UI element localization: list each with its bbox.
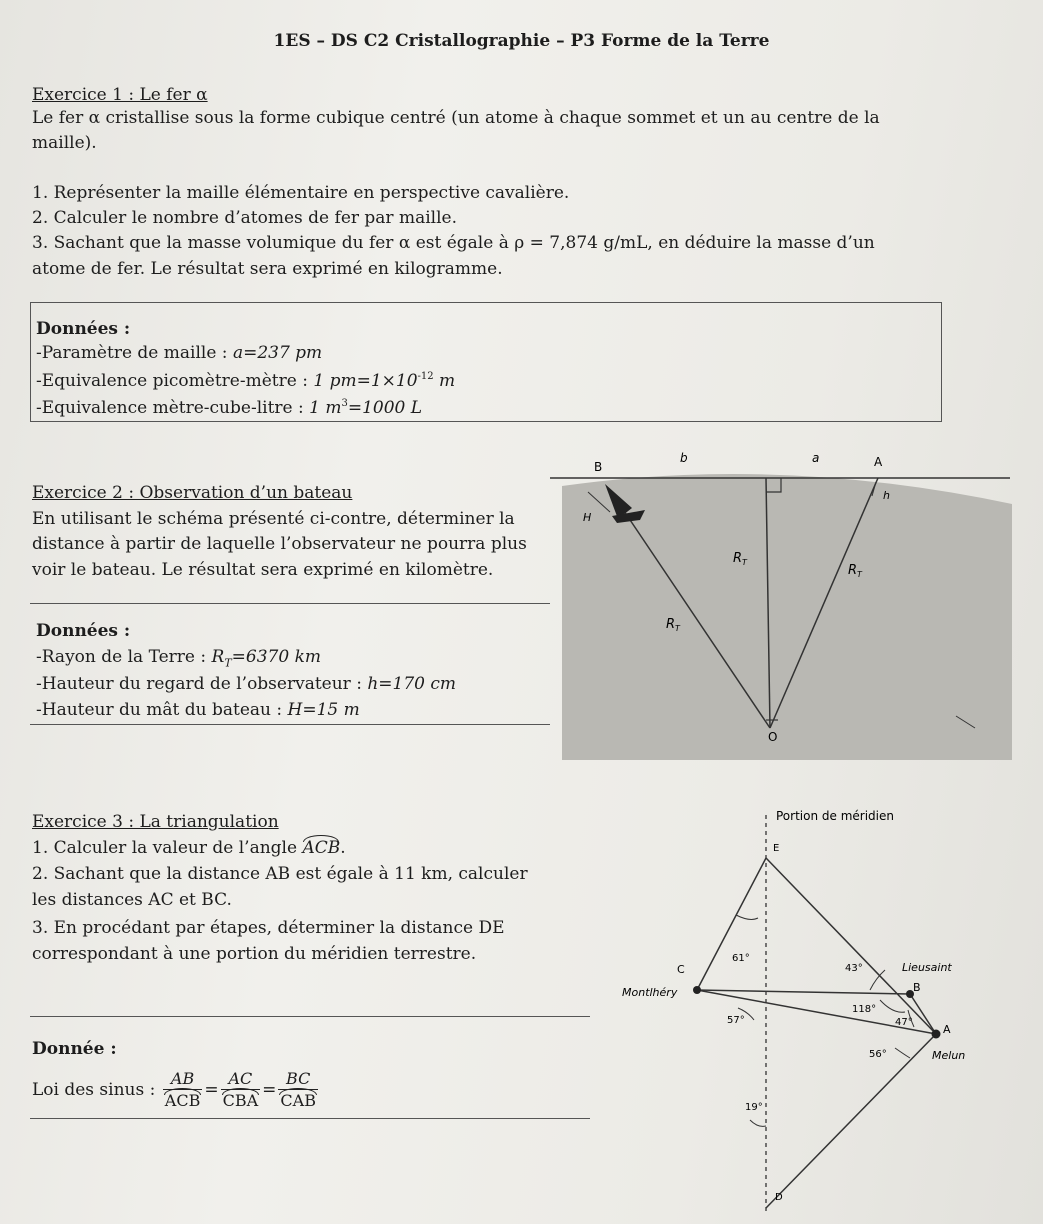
angle-47: 47° [895,1017,913,1028]
ex2-data-radius-value: =6370 km [231,647,322,667]
label-montlhery: Montlhéry [622,986,678,999]
arc-19 [750,1120,766,1126]
ex1-question-1: 1. Représenter la maille élémentaire en perspective cavalière. [32,183,570,203]
ex1-data-lattice-label: -Paramètre de maille : [36,343,233,363]
ex3-question-1 [32,837,346,859]
ex2-data-mast-value: H=15 m [287,700,360,720]
ex1-data-lattice [36,342,322,364]
sine-law-equals-2: = [262,1080,277,1100]
ex1-data-m3-rest: =1000 L [347,398,423,418]
sine-law-label: Loi des sinus : [32,1080,161,1100]
ex2-data-bottom-rule [30,724,550,725]
label-rt-right: $R_T$ [848,563,862,579]
ex2-data-eye-label: -Hauteur du regard de l’observateur : [36,674,368,694]
label-melun: Melun [932,1049,966,1062]
ex1-data-pm [36,370,455,392]
ex2-data-radius [36,646,321,668]
ex3-data-bottom-rule [30,1118,590,1119]
line-B-A [910,994,936,1034]
ex2-text-line3: voir le bateau. Le résultat sera exprimé en kilomètre. [32,560,494,580]
ex3-question-1-angle: ACB [302,837,340,859]
ex3-question-3-line2: correspondant à une portion du méridien terrestre. [32,944,477,964]
label-B: B [594,460,603,474]
ex1-data-pm-exponent: -12 [417,371,434,382]
arc-118 [880,1000,905,1012]
ex2-data-radius-label: -Rayon de la Terre : [36,647,212,667]
arc-61 [736,915,758,919]
label-D: D [775,1192,783,1203]
point-C [693,986,701,994]
ex2-earth-diagram [540,440,1020,770]
ex3-question-2-line1: 2. Sachant que la distance AB est égale à 11 km, calculer [32,864,528,884]
ex2-data-mast-height [36,699,360,721]
ex1-question-3-line2: atome de fer. Le résultat sera exprimé en kilogramme. [32,259,503,279]
ex1-data-pm-unit: m [433,371,456,391]
sine-law-fraction-3: $\frac{BC}{\text{CAB}}$ [280,1069,316,1110]
angle-19: 19° [745,1102,763,1113]
sine-law-fraction-1: $\frac{AB}{\text{ACB}}$ [164,1069,201,1110]
ex1-data-m3 [36,397,422,419]
ex3-triangulation-diagram [610,805,1010,1220]
ex1-data-heading: Données : [36,319,131,339]
ex1-data-pm-value: 1 pm=1×10 [313,371,418,391]
angle-57: 57° [727,1015,745,1026]
ex2-text-line1: En utilisant le schéma présenté ci-contre, déterminer la [32,509,515,529]
label-lieusaint: Lieusaint [902,961,952,974]
line-E-C [697,858,766,990]
ex2-text-line2: distance à partir de laquelle l’observateur ne pourra plus [32,534,527,554]
ex1-data-m3-label: -Equivalence mètre-cube-litre : [36,398,310,418]
ex1-data-pm-label: -Equivalence picomètre-mètre : [36,371,314,391]
ex3-question-1-end: . [340,838,346,858]
ex3-data-top-rule [30,1016,590,1017]
ex3-heading: Exercice 3 : La triangulation [32,812,279,832]
point-A [932,1030,941,1039]
ex1-data-lattice-value: a=237 pm [232,343,323,363]
ex2-data-radius-symbol: R [211,647,225,667]
label-A: A [874,455,883,469]
ex3-question-3-line1: 3. En procédant par étapes, déterminer la distance DE [32,918,505,938]
meridian-label: Portion de méridien [776,809,894,823]
label-b: b [680,451,688,465]
ex3-sine-law [32,1068,320,1112]
label-H: H [583,511,592,524]
label-O: O [768,730,778,744]
label-B-tri: B [913,981,921,994]
ex1-question-2: 2. Calculer le nombre d’atomes de fer par maille. [32,208,457,228]
ex2-data-top-rule [30,603,550,604]
ex1-heading: Exercice 1 : Le fer α [32,85,208,105]
ex1-intro-line1: Le fer α cristallise sous la forme cubique centré (un atome à chaque sommet et un au centre de la [32,108,880,128]
sine-law-fraction-2: $\frac{AC}{\text{CBA}}$ [222,1069,259,1110]
label-rt-left: $R_T$ [666,617,680,633]
line-C-B [697,990,910,994]
arc-56 [895,1048,910,1058]
label-rt-center: $R_T$ [733,551,747,567]
ex2-data-eye-value: h=170 cm [367,674,457,694]
ex3-question-1-text: 1. Calculer la valeur de l’angle [32,838,303,858]
angle-118: 118° [852,1004,877,1015]
page-title: 1ES – DS C2 Cristallographie – P3 Forme de la Terre [273,31,770,51]
angle-56: 56° [869,1049,887,1060]
ex1-question-3-line1: 3. Sachant que la masse volumique du fer α est égale à ρ = 7,874 g/mL, en déduire la masse d’un [32,233,875,253]
label-h: h [883,489,890,502]
label-A-tri: A [943,1023,951,1036]
ex3-data-heading: Donnée : [32,1039,117,1059]
angle-61: 61° [732,953,750,964]
sine-law-equals-1: = [204,1080,219,1100]
label-C: C [677,963,685,976]
ex3-question-2-line2: les distances AC et BC. [32,890,232,910]
ex1-intro-line2: maille). [32,133,97,153]
label-a: a [812,451,820,465]
ex2-data-heading: Données : [36,621,131,641]
ex2-heading: Exercice 2 : Observation d’un bateau [32,483,353,503]
label-E: E [773,843,780,854]
angle-43: 43° [845,963,863,974]
ex2-data-mast-label: -Hauteur du mât du bateau : [36,700,288,720]
line-A-D [766,1034,936,1208]
ex1-data-m3-exponent: 3 [341,398,348,409]
ex1-data-m3-value: 1 m [309,398,342,418]
ex2-data-eye-height [36,673,456,695]
ex2-data-radius-sub: T [224,656,232,670]
